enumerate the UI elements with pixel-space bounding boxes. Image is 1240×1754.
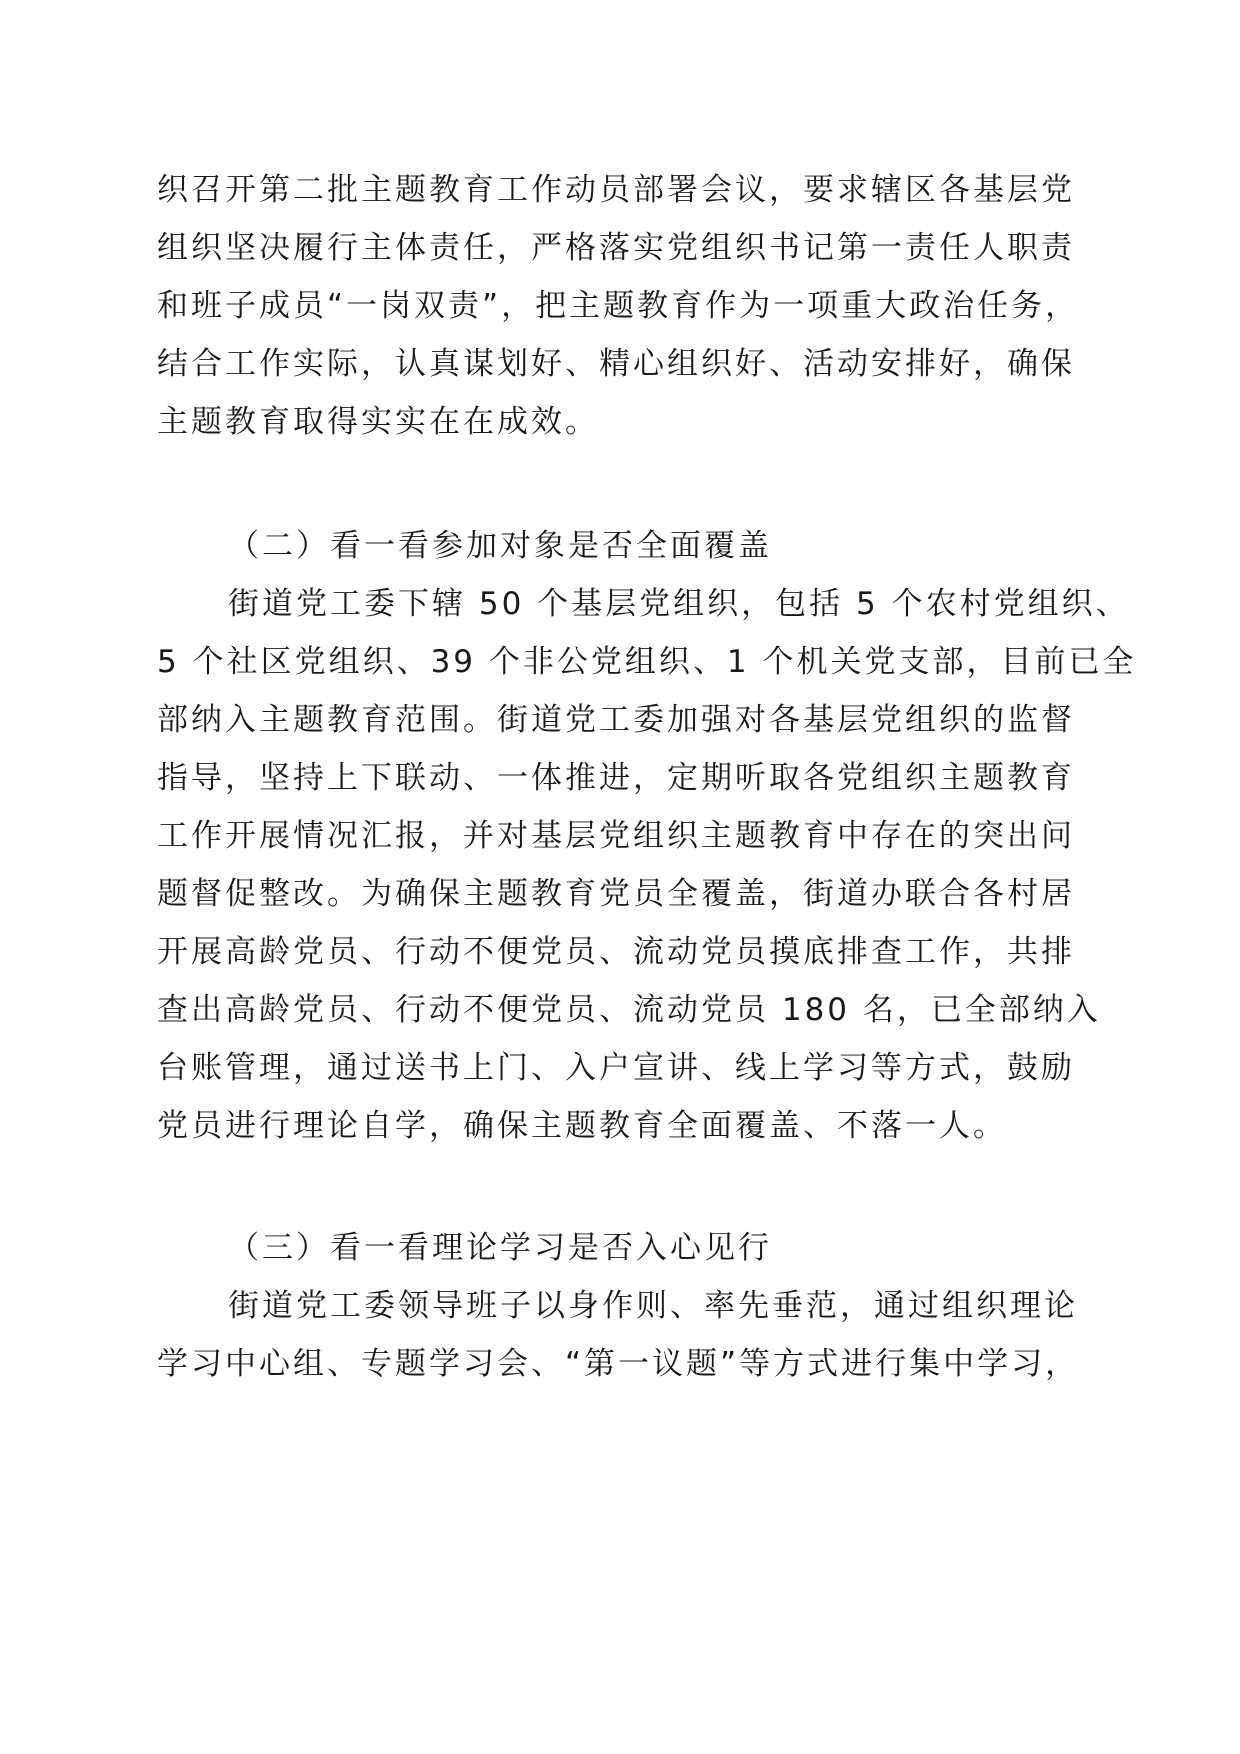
paragraph-line: 组织坚决履行主体责任，严格落实党组织书记第一责任人职责 [157, 230, 1075, 266]
paragraph-line: 主题教育取得实实在在成效。 [157, 404, 599, 440]
paragraph-line: 学习中心组、专题学习会、“第一议题”等方式进行集中学习， [157, 1346, 1080, 1382]
paragraph-line: 题督促整改。为确保主题教育党员全覆盖，街道办联合各村居 [157, 876, 1075, 912]
paragraph-line: 台账管理，通过送书上门、入户宣讲、线上学习等方式，鼓励 [157, 1050, 1075, 1086]
paragraph-line: 查出高龄党员、行动不便党员、流动党员 180 名，已全部纳入 [157, 992, 1101, 1028]
paragraph-line: 街道党工委领导班子以身作则、率先垂范，通过组织理论 [228, 1288, 1078, 1324]
paragraph-line: 开展高龄党员、行动不便党员、流动党员摸底排查工作，共排 [157, 934, 1075, 970]
paragraph-line: 5 个社区党组织、39 个非公党组织、1 个机关党支部，目前已全 [157, 644, 1137, 680]
section-heading-3: （三）看一看理论学习是否入心见行 [228, 1230, 772, 1266]
paragraph-line: 结合工作实际，认真谋划好、精心组织好、活动安排好，确保 [157, 346, 1075, 382]
paragraph-line: 工作开展情况汇报，并对基层党组织主题教育中存在的突出问 [157, 818, 1075, 854]
paragraph-line: 指导，坚持上下联动、一体推进，定期听取各党组织主题教育 [157, 760, 1075, 796]
paragraph-line: 部纳入主题教育范围。街道党工委加强对各基层党组织的监督 [157, 702, 1075, 738]
paragraph-line: 党员进行理论自学，确保主题教育全面覆盖、不落一人。 [157, 1108, 1007, 1144]
paragraph-line: 街道党工委下辖 50 个基层党组织，包括 5 个农村党组织、 [228, 586, 1130, 622]
paragraph-line: 和班子成员“一岗双责”，把主题教育作为一项重大政治任务， [157, 288, 1080, 324]
paragraph-line: 织召开第二批主题教育工作动员部署会议，要求辖区各基层党 [157, 172, 1075, 208]
section-heading-2: （二）看一看参加对象是否全面覆盖 [228, 528, 772, 564]
